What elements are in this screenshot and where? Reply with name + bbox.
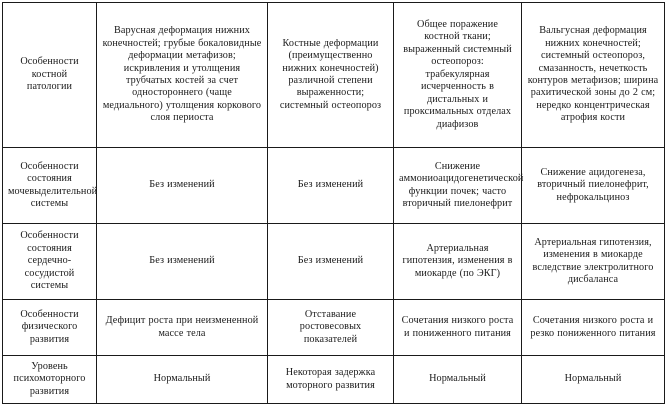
cell-text: Сочетания низкого роста и пониженного питания (401, 315, 514, 339)
cell-text: Дефицит роста при неизмененной массе тела (105, 315, 259, 339)
cell-text: Костные деформации (преимущественно нижних конечностей) различной степени выраженности; системный остеопороз (279, 37, 382, 111)
row-header-label: Особенности костной патологии (20, 56, 79, 93)
table-cell (268, 224, 394, 300)
table-cell (522, 148, 665, 224)
row-header-cardiovascular-system (3, 224, 97, 300)
cell-text: Без изменений (149, 179, 215, 191)
table-cell (97, 300, 268, 356)
table-row (3, 300, 665, 356)
table-cell (394, 3, 522, 148)
cell-text: Некоторая задержка моторного развития (285, 367, 376, 391)
cell-text: Без изменений (149, 255, 215, 267)
cell-text: Артериальная гипотензия, изменения в миокарде вследствие электролитного дисбаланса (532, 236, 654, 285)
table-cell (394, 300, 522, 356)
cell-text: Без изменений (297, 255, 364, 267)
cell-text: Нормальный (564, 373, 622, 385)
cell-text: Нормальный (153, 373, 211, 385)
row-header-bone-pathology (3, 3, 97, 148)
cell-text: Нормальный (429, 373, 486, 385)
cell-text: Вальгусная деформация нижних конечностей; системный остеопороз, смазанность, нечеткость контуров метафизов; ширина рахитической зоны до 2 см; нередко концентрическая атрофия кости (527, 25, 659, 124)
row-header-psychomotor-development (3, 356, 97, 404)
table-cell (522, 300, 665, 356)
table-cell (268, 148, 394, 224)
cell-text: Без изменений (297, 179, 364, 191)
clinical-comparison-table (2, 2, 665, 404)
table-cell (97, 224, 268, 300)
table-cell (522, 224, 665, 300)
row-header-label: Особенности физического развития (20, 308, 79, 345)
table-cell (97, 356, 268, 404)
table-cell (394, 148, 522, 224)
table-row (3, 224, 665, 300)
row-header-label: Уровень психомоторного развития (13, 360, 86, 397)
table-cell (522, 3, 665, 148)
cell-text: Снижение ацидогенеза, вторичный пиелонефрит, нефрокальциноз (537, 166, 649, 203)
table-cell (394, 224, 522, 300)
table-cell (394, 356, 522, 404)
table-row (3, 3, 665, 148)
table-cell (268, 356, 394, 404)
cell-text: Сочетания низкого роста и резко пониженного питания (530, 315, 656, 339)
table-cell (522, 356, 665, 404)
row-header-label: Особенности состояния мочевыделительной системы (8, 160, 98, 209)
cell-text: Общее поражение костной ткани; выраженный системный остеопороз: трабекулярная исчерченность в дистальных и проксимальных отделах диафизов (403, 19, 512, 130)
row-header-label: Особенности состояния сердечно-сосудистой системы (20, 230, 79, 292)
table-cell (268, 3, 394, 148)
table-row (3, 356, 665, 404)
table-cell (268, 300, 394, 356)
table-row (3, 148, 665, 224)
row-header-urinary-system (3, 148, 97, 224)
cell-text: Артериальная гипотензия, изменения в миокарде (по ЭКГ) (402, 242, 513, 279)
table-cell (97, 148, 268, 224)
cell-text: Отставание ростовесовых показателей (299, 308, 362, 345)
cell-text: Снижение аммониоацидогенетической функции почек; часто вторичный пиелонефрит (399, 160, 524, 209)
table-cell (97, 3, 268, 148)
row-header-physical-development (3, 300, 97, 356)
cell-text: Варусная деформация нижних конечностей; грубые бокаловидные деформации метафизов; искривления и утолщения трубчатых костей за счет одностороннего (чаще медиального) утолщения коркового слоя периоста (102, 25, 262, 124)
